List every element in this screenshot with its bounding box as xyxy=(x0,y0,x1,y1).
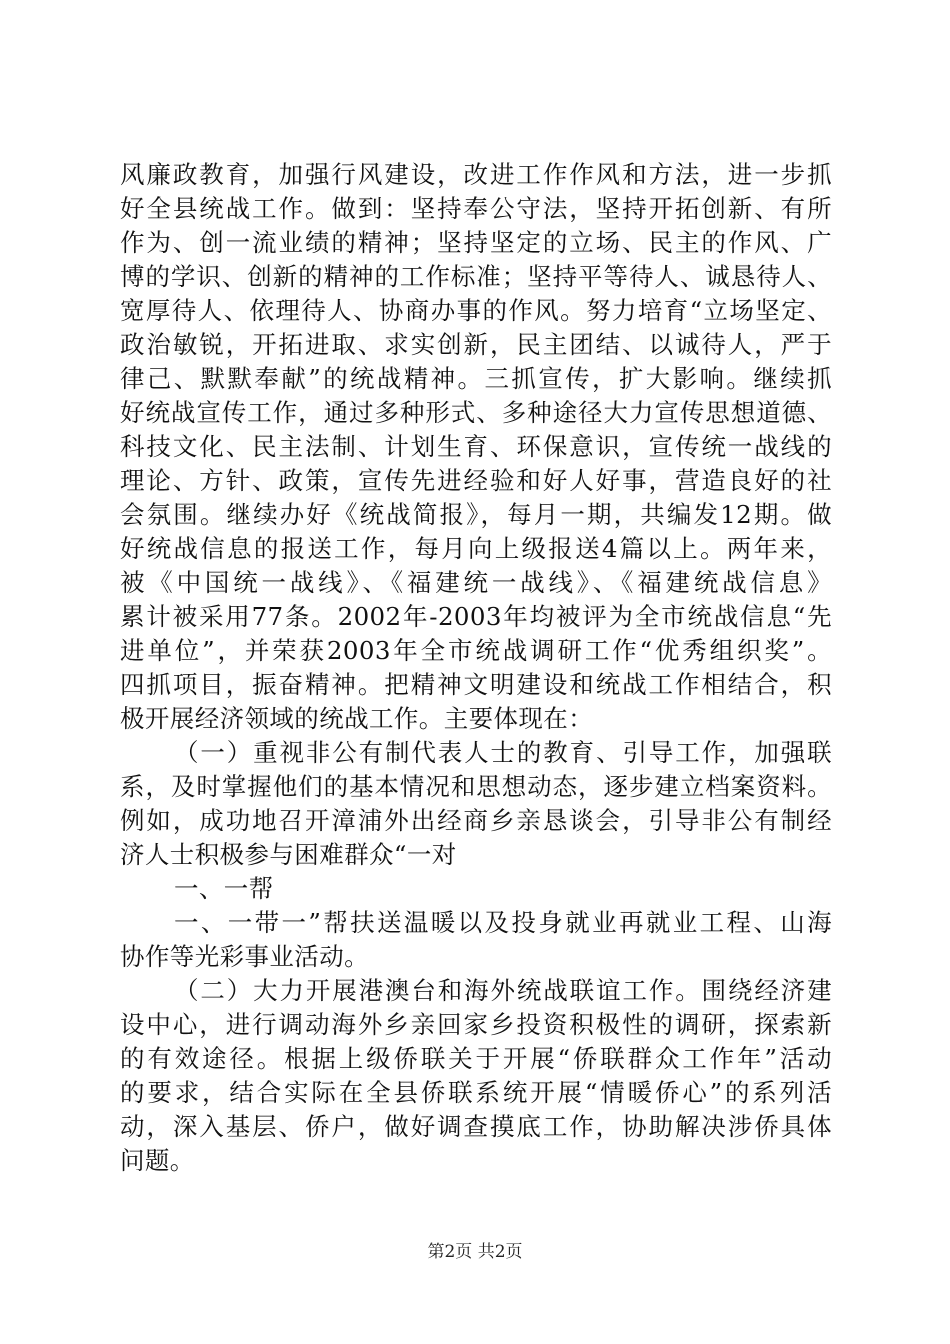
text-line: 好统战宣传工作，通过多种形式、多种途径大力宣传思想道德、 xyxy=(120,398,832,427)
text-line: 律己、默默奉献”的统战精神。三抓宣传，扩大影响。继续抓 xyxy=(120,364,832,393)
text-line: 进单位”，并荣获2003年全市统战调研工作“优秀组织奖”。 xyxy=(120,636,832,665)
text-line: 系，及时掌握他们的基本情况和思想动态，逐步建立档案资料。 xyxy=(120,772,832,801)
text-line: 济人士积极参与困难群众“一对 xyxy=(120,840,457,869)
body-text xyxy=(120,158,832,1178)
text-line: 会氛围。继续办好《统战简报》，每月一期，共编发12期。做 xyxy=(120,500,832,529)
text-line: 四抓项目，振奋精神。把精神文明建设和统战工作相结合，积 xyxy=(120,670,832,699)
text-line: 动，深入基层、侨户，做好调查摸底工作，协助解决涉侨具体 xyxy=(120,1112,832,1141)
text-line: 作为、创一流业绩的精神；坚持坚定的立场、民主的作风、广 xyxy=(120,228,832,257)
text-line: 被《中国统一战线》、《福建统一战线》、《福建统战信息》 xyxy=(120,568,832,597)
text-line: 好全县统战工作。做到：坚持奉公守法，坚持开拓创新、有所 xyxy=(120,194,832,223)
text-line: 的要求，结合实际在全县侨联系统开展“情暖侨心”的系列活 xyxy=(120,1078,832,1107)
text-line: 设中心，进行调动海外乡亲回家乡投资积极性的调研，探索新 xyxy=(120,1010,832,1039)
text-line: 极开展经济领域的统战工作。主要体现在： xyxy=(120,704,594,733)
paragraph-first-line: （一）重视非公有制代表人士的教育、引导工作，加强联 xyxy=(174,738,832,767)
page-footer: 第2页 共2页 xyxy=(427,1242,523,1262)
text-line: 博的学识、创新的精神的工作标准；坚持平等待人、诚恳待人、 xyxy=(120,262,832,291)
text-line: 例如，成功地召开漳浦外出经商乡亲恳谈会，引导非公有制经 xyxy=(120,806,832,835)
text-line: 的有效途径。根据上级侨联关于开展“侨联群众工作年”活动 xyxy=(120,1044,832,1073)
text-line: 协作等光彩事业活动。 xyxy=(120,942,369,971)
text-line: 好统战信息的报送工作，每月向上级报送4篇以上。两年来， xyxy=(120,534,832,563)
text-line: 理论、方针、政策，宣传先进经验和好人好事，营造良好的社 xyxy=(120,466,832,495)
text-line: 科技文化、民主法制、计划生育、环保意识，宣传统一战线的 xyxy=(120,432,832,461)
text-line: 风廉政教育，加强行风建设，改进工作作风和方法，进一步抓 xyxy=(120,160,832,189)
paragraph-first-line: 一、一带一”帮扶送温暖以及投身就业再就业工程、山海 xyxy=(174,908,832,937)
paragraph-first-line: 一、一帮 xyxy=(174,874,274,903)
paragraph-first-line: （二）大力开展港澳台和海外统战联谊工作。围绕经济建 xyxy=(174,976,832,1005)
text-line: 政治敏锐，开拓进取、求实创新，民主团结、以诚待人，严于 xyxy=(120,330,832,359)
text-line: 累计被采用77条。2002年-2003年均被评为全市统战信息“先 xyxy=(120,602,832,631)
text-line: 问题。 xyxy=(120,1146,195,1175)
text-line: 宽厚待人、依理待人、协商办事的作风。努力培育“立场坚定、 xyxy=(120,296,832,325)
